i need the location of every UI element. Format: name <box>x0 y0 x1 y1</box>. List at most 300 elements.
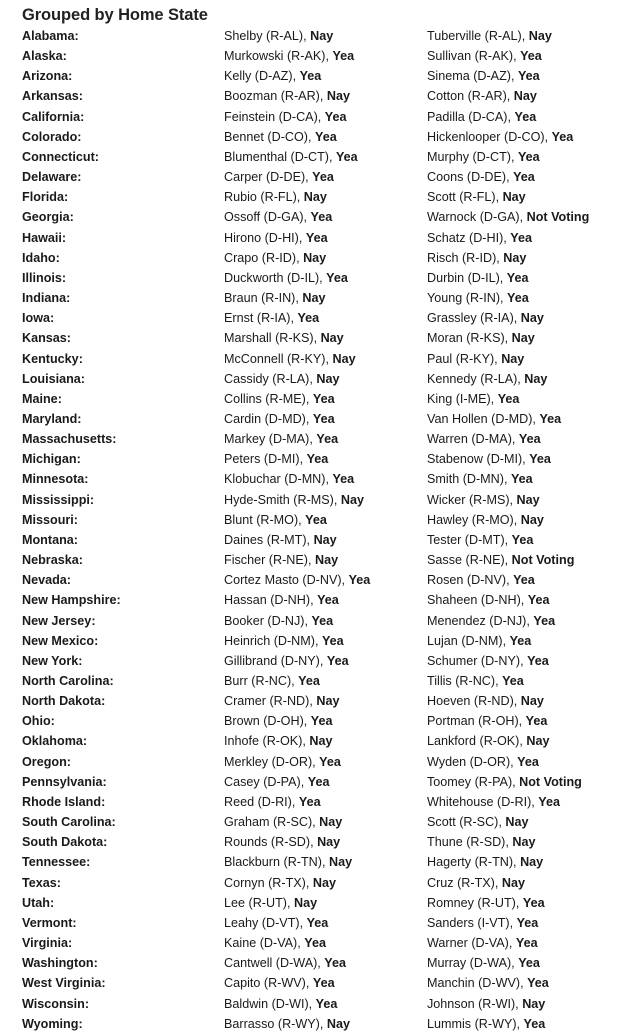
senator-2 <box>427 752 622 772</box>
senator-2 <box>427 792 622 812</box>
senator-vote: Nay <box>501 875 525 890</box>
senator-vote: Nay <box>303 190 327 205</box>
senator-name: Capito (R-WV), <box>224 976 310 991</box>
senator-vote: Yea <box>520 49 542 64</box>
senator-vote: Nay <box>522 996 546 1011</box>
senator-2 <box>427 611 622 631</box>
senator-name: Murray (D-WA), <box>427 956 515 971</box>
senator-1 <box>224 953 427 973</box>
senator-name: Paul (R-KY), <box>427 351 498 366</box>
state-row <box>22 268 612 288</box>
state-name: Idaho: <box>22 250 60 265</box>
senator-2 <box>427 893 622 913</box>
senator-name: Warren (D-MA), <box>427 432 516 447</box>
state-name: Delaware: <box>22 170 82 185</box>
senator-2 <box>427 490 622 510</box>
senator-vote: Not Voting <box>526 210 590 225</box>
senator-vote: Nay <box>505 815 529 830</box>
senator-name: Merkley (D-OR), <box>224 754 316 769</box>
senator-1 <box>224 933 427 953</box>
senator-vote: Yea <box>332 472 355 487</box>
state-name: North Dakota: <box>22 694 106 709</box>
senator-1 <box>224 832 427 852</box>
senator-name: Ernst (R-IA), <box>224 311 294 326</box>
senator-name: Baldwin (D-WI), <box>224 996 313 1011</box>
state-row <box>22 288 612 308</box>
state-name: Hawaii: <box>22 230 67 245</box>
state-row <box>22 147 612 167</box>
senator-vote: Nay <box>332 351 356 366</box>
senator-vote: Yea <box>527 593 550 608</box>
senator-2 <box>427 1014 622 1034</box>
senator-1 <box>224 207 427 227</box>
senator-vote: Nay <box>293 895 318 910</box>
state-row <box>22 66 612 86</box>
state-vote-list <box>22 26 612 1034</box>
state-row <box>22 812 612 832</box>
state-name: Washington: <box>22 956 98 971</box>
senator-2 <box>427 449 622 469</box>
senator-vote: Yea <box>306 452 329 467</box>
senator-vote: Yea <box>522 895 545 910</box>
senator-vote: Yea <box>298 794 321 809</box>
senator-1 <box>224 409 427 429</box>
senator-name: Hirono (D-HI), <box>224 230 303 245</box>
state-name: North Carolina: <box>22 674 114 688</box>
senator-1 <box>224 752 427 772</box>
state-name: Georgia: <box>22 210 74 225</box>
senator-vote: Yea <box>525 714 548 729</box>
senator-1 <box>224 631 427 651</box>
senator-1 <box>224 107 427 127</box>
senator-2 <box>427 409 622 429</box>
senator-2 <box>427 469 622 489</box>
state-name: Utah: <box>22 895 55 910</box>
senator-name: Lee (R-UT), <box>224 895 291 910</box>
senator-2 <box>427 994 622 1014</box>
state-row <box>22 832 612 852</box>
senator-vote: Nay <box>303 250 327 265</box>
senator-name: Lujan (D-NM), <box>427 633 507 648</box>
senator-name: Sinema (D-AZ), <box>427 69 515 84</box>
senator-2 <box>427 26 622 46</box>
senator-name: Kaine (D-VA), <box>224 936 301 951</box>
senator-vote: Yea <box>317 593 339 608</box>
senator-vote: Nay <box>316 371 340 386</box>
senator-vote: Yea <box>517 754 539 769</box>
senator-1 <box>224 167 427 187</box>
senator-1 <box>224 651 427 671</box>
senator-vote: Yea <box>314 129 337 144</box>
senator-name: Peters (D-MI), <box>224 452 304 467</box>
senator-name: Cortez Masto (D-NV), <box>224 573 346 588</box>
senator-vote: Yea <box>502 674 524 688</box>
state-name: Maryland: <box>22 411 82 426</box>
senator-vote: Yea <box>335 149 358 164</box>
state-name: Virginia: <box>22 936 73 951</box>
senator-2 <box>427 228 622 248</box>
senator-vote: Yea <box>551 129 574 144</box>
state-name: Arkansas: <box>22 89 83 104</box>
senator-name: Risch (R-ID), <box>427 250 500 265</box>
state-row <box>22 349 612 369</box>
senator-vote: Nay <box>320 331 344 346</box>
senator-1 <box>224 369 427 389</box>
senator-vote: Yea <box>305 230 328 245</box>
senator-2 <box>427 349 622 369</box>
state-row <box>22 570 612 590</box>
senator-2 <box>427 973 622 993</box>
senator-2 <box>427 248 622 268</box>
senator-1 <box>224 852 427 872</box>
senator-name: McConnell (R-KY), <box>224 351 329 366</box>
senator-name: Markey (D-MA), <box>224 432 313 447</box>
state-row <box>22 248 612 268</box>
senator-name: Daines (R-MT), <box>224 532 311 547</box>
senator-1 <box>224 429 427 449</box>
senator-name: Gillibrand (D-NY), <box>224 653 324 668</box>
senator-2 <box>427 772 622 792</box>
state-name: New Jersey: <box>22 613 96 628</box>
senator-vote: Yea <box>321 633 344 648</box>
state-name: Arizona: <box>22 69 73 84</box>
state-name: Vermont: <box>22 915 77 930</box>
senator-vote: Yea <box>518 432 541 447</box>
state-name: Pennsylvania: <box>22 774 107 789</box>
senator-1 <box>224 127 427 147</box>
senator-vote: Yea <box>312 391 335 406</box>
state-name: Massachusetts: <box>22 432 117 447</box>
state-row <box>22 328 612 348</box>
senator-1 <box>224 691 427 711</box>
state-row <box>22 691 612 711</box>
senator-vote: Yea <box>310 714 333 729</box>
senator-1 <box>224 449 427 469</box>
senator-name: Cardin (D-MD), <box>224 411 310 426</box>
senator-vote: Nay <box>512 835 536 850</box>
senator-2 <box>427 127 622 147</box>
senator-1 <box>224 490 427 510</box>
senator-1 <box>224 510 427 530</box>
state-name: Minnesota: <box>22 472 89 487</box>
senator-vote: Yea <box>316 432 339 447</box>
state-name: Wyoming: <box>22 1016 83 1031</box>
senator-vote: Yea <box>326 270 348 285</box>
state-row <box>22 46 612 66</box>
senator-name: Toomey (R-PA), <box>427 774 516 789</box>
senator-name: Bennet (D-CO), <box>224 129 312 144</box>
senator-1 <box>224 611 427 631</box>
senator-2 <box>427 812 622 832</box>
senator-2 <box>427 832 622 852</box>
senator-vote: Yea <box>312 976 335 991</box>
senator-name: Rubio (R-FL), <box>224 190 301 205</box>
senator-vote: Yea <box>518 956 540 971</box>
senator-name: Lankford (R-OK), <box>427 734 523 749</box>
senator-vote: Nay <box>328 855 353 870</box>
senator-vote: Yea <box>306 915 329 930</box>
senator-name: Romney (R-UT), <box>427 895 520 910</box>
state-row <box>22 590 612 610</box>
senator-2 <box>427 107 622 127</box>
senator-2 <box>427 288 622 308</box>
senator-vote: Yea <box>538 794 560 809</box>
state-row <box>22 86 612 106</box>
senator-name: King (I-ME), <box>427 391 495 406</box>
senator-name: Blunt (R-MO), <box>224 512 302 527</box>
senator-2 <box>427 913 622 933</box>
senator-1 <box>224 671 427 691</box>
state-row <box>22 389 612 409</box>
senator-vote: Nay <box>319 815 343 830</box>
senator-vote: Yea <box>506 270 529 285</box>
senator-name: Menendez (D-NJ), <box>427 613 530 628</box>
state-name: South Carolina: <box>22 815 116 830</box>
senator-vote: Nay <box>309 734 333 749</box>
senator-2 <box>427 46 622 66</box>
senator-vote: Nay <box>312 875 336 890</box>
senator-name: Tuberville (R-AL), <box>427 29 526 43</box>
senator-2 <box>427 187 622 207</box>
state-name: Texas: <box>22 875 61 890</box>
senator-1 <box>224 308 427 328</box>
senator-vote: Yea <box>517 149 540 164</box>
senator-name: Hickenlooper (D-CO), <box>427 129 549 144</box>
senator-vote: Yea <box>527 976 549 991</box>
state-row <box>22 893 612 913</box>
senator-vote: Yea <box>332 49 355 64</box>
state-name: New Mexico: <box>22 633 99 648</box>
senator-vote: Yea <box>523 1016 546 1031</box>
senator-name: Cornyn (R-TX), <box>224 875 310 890</box>
senator-vote: Yea <box>298 674 320 688</box>
state-name: Connecticut: <box>22 149 99 164</box>
senator-vote: Not Voting <box>519 774 582 789</box>
state-name: Kansas: <box>22 331 71 346</box>
senator-1 <box>224 590 427 610</box>
senator-vote: Yea <box>324 109 347 124</box>
state-row <box>22 308 612 328</box>
senator-vote: Yea <box>297 311 320 326</box>
senator-1 <box>224 812 427 832</box>
senator-name: Schumer (D-NY), <box>427 653 524 668</box>
state-name: Wisconsin: <box>22 996 90 1011</box>
state-name: West Virginia: <box>22 976 106 991</box>
senator-vote: Yea <box>324 956 347 971</box>
senator-vote: Yea <box>529 452 551 467</box>
senator-name: Scott (R-FL), <box>427 190 500 205</box>
senator-2 <box>427 550 622 570</box>
senator-vote: Yea <box>311 613 334 628</box>
state-name: New York: <box>22 653 83 668</box>
state-name: Alaska: <box>22 49 67 64</box>
state-row <box>22 994 612 1014</box>
senator-vote: Yea <box>533 613 556 628</box>
senator-vote: Yea <box>514 109 537 124</box>
state-row <box>22 953 612 973</box>
senator-name: Tester (D-MT), <box>427 532 509 547</box>
senator-1 <box>224 46 427 66</box>
senator-name: Thune (R-SD), <box>427 835 509 850</box>
senator-vote: Yea <box>510 472 533 487</box>
senator-1 <box>224 913 427 933</box>
senator-name: Fischer (R-NE), <box>224 553 312 568</box>
senator-name: Graham (R-SC), <box>224 815 316 830</box>
state-row <box>22 631 612 651</box>
senator-name: Lummis (R-WY), <box>427 1016 521 1031</box>
senator-vote: Yea <box>319 754 341 769</box>
senator-vote: Nay <box>520 512 544 527</box>
senator-name: Durbin (D-IL), <box>427 270 504 285</box>
senator-vote: Nay <box>502 190 526 205</box>
senator-name: Padilla (D-CA), <box>427 109 511 124</box>
senator-vote: Nay <box>310 29 334 43</box>
senator-2 <box>427 590 622 610</box>
senator-1 <box>224 550 427 570</box>
state-name: Colorado: <box>22 129 82 144</box>
senator-vote: Yea <box>497 391 520 406</box>
senator-2 <box>427 308 622 328</box>
state-name: Iowa: <box>22 311 55 326</box>
senator-name: Kelly (D-AZ), <box>224 69 297 84</box>
senator-1 <box>224 66 427 86</box>
state-row <box>22 852 612 872</box>
senator-2 <box>427 933 622 953</box>
senator-1 <box>224 711 427 731</box>
state-name: Montana: <box>22 532 78 547</box>
state-row <box>22 228 612 248</box>
senator-vote: Nay <box>313 532 337 547</box>
state-name: Alabama: <box>22 29 79 43</box>
senator-2 <box>427 207 622 227</box>
senator-vote: Yea <box>305 512 327 527</box>
senator-name: Johnson (R-WI), <box>427 996 519 1011</box>
state-name: Oklahoma: <box>22 734 88 749</box>
senator-vote: Yea <box>307 774 330 789</box>
senator-name: Whitehouse (D-RI), <box>427 794 535 809</box>
state-name: Michigan: <box>22 452 81 467</box>
senator-name: Crapo (R-ID), <box>224 250 300 265</box>
senator-2 <box>427 66 622 86</box>
senator-name: Klobuchar (D-MN), <box>224 472 329 487</box>
senator-name: Manchin (D-WV), <box>427 976 524 991</box>
senator-name: Hoeven (R-ND), <box>427 694 518 709</box>
state-row <box>22 711 612 731</box>
senator-name: Murkowski (R-AK), <box>224 49 329 64</box>
senator-name: Scott (R-SC), <box>427 815 502 830</box>
senator-name: Ossoff (D-GA), <box>224 210 308 225</box>
senator-1 <box>224 530 427 550</box>
senator-name: Van Hollen (D-MD), <box>427 411 536 426</box>
senator-name: Warnock (D-GA), <box>427 210 524 225</box>
senator-vote: Yea <box>509 633 532 648</box>
state-row <box>22 207 612 227</box>
senator-1 <box>224 570 427 590</box>
senator-name: Stabenow (D-MI), <box>427 452 526 467</box>
senator-name: Booker (D-NJ), <box>224 613 308 628</box>
state-row <box>22 913 612 933</box>
senator-vote: Nay <box>524 371 548 386</box>
senator-vote: Yea <box>348 573 371 588</box>
senator-1 <box>224 86 427 106</box>
senator-name: Reed (D-RI), <box>224 794 296 809</box>
state-name: Kentucky: <box>22 351 83 366</box>
senator-2 <box>427 711 622 731</box>
senator-vote: Nay <box>520 311 544 326</box>
senator-name: Shaheen (D-NH), <box>427 593 525 608</box>
senator-2 <box>427 731 622 751</box>
senator-name: Cotton (R-AR), <box>427 89 511 104</box>
senator-1 <box>224 469 427 489</box>
senator-vote: Not Voting <box>511 553 575 568</box>
senator-name: Barrasso (R-WY), <box>224 1016 324 1031</box>
state-row <box>22 187 612 207</box>
senator-vote: Yea <box>312 411 335 426</box>
senator-2 <box>427 530 622 550</box>
state-name: Louisiana: <box>22 371 85 386</box>
senator-1 <box>224 389 427 409</box>
senator-vote: Yea <box>539 411 562 426</box>
state-name: Oregon: <box>22 754 71 769</box>
senator-vote: Nay <box>520 855 544 870</box>
senator-name: Casey (D-PA), <box>224 774 305 789</box>
senator-1 <box>224 772 427 792</box>
state-row <box>22 26 612 46</box>
senator-vote: Yea <box>507 291 529 306</box>
state-row <box>22 469 612 489</box>
state-row <box>22 127 612 147</box>
senator-vote: Yea <box>516 915 539 930</box>
senator-name: Burr (R-NC), <box>224 674 295 688</box>
senator-2 <box>427 147 622 167</box>
state-name: New Hampshire: <box>22 593 121 608</box>
senator-2 <box>427 651 622 671</box>
senator-1 <box>224 893 427 913</box>
senator-1 <box>224 873 427 893</box>
senator-vote: Nay <box>326 89 350 104</box>
state-row <box>22 167 612 187</box>
senator-2 <box>427 167 622 187</box>
senator-2 <box>427 570 622 590</box>
senator-name: Tillis (R-NC), <box>427 674 499 688</box>
state-row <box>22 651 612 671</box>
state-name: Illinois: <box>22 270 67 285</box>
state-row <box>22 1014 612 1034</box>
senator-name: Schatz (D-HI), <box>427 230 507 245</box>
state-row <box>22 490 612 510</box>
senator-1 <box>224 147 427 167</box>
state-name: California: <box>22 109 85 124</box>
senator-name: Hyde-Smith (R-MS), <box>224 492 338 507</box>
state-row <box>22 550 612 570</box>
state-name: Indiana: <box>22 291 71 306</box>
senator-name: Hassan (D-NH), <box>224 593 314 608</box>
senator-vote: Nay <box>314 553 339 568</box>
state-row <box>22 973 612 993</box>
state-name: Tennessee: <box>22 855 91 870</box>
senator-vote: Yea <box>326 653 349 668</box>
state-row <box>22 792 612 812</box>
senator-2 <box>427 671 622 691</box>
senator-name: Grassley (R-IA), <box>427 311 518 326</box>
senator-1 <box>224 26 427 46</box>
state-row <box>22 731 612 751</box>
senator-vote: Yea <box>513 170 535 185</box>
state-row <box>22 772 612 792</box>
senator-name: Sullivan (R-AK), <box>427 49 517 64</box>
senator-name: Blackburn (R-TN), <box>224 855 326 870</box>
state-name: Nebraska: <box>22 553 83 568</box>
